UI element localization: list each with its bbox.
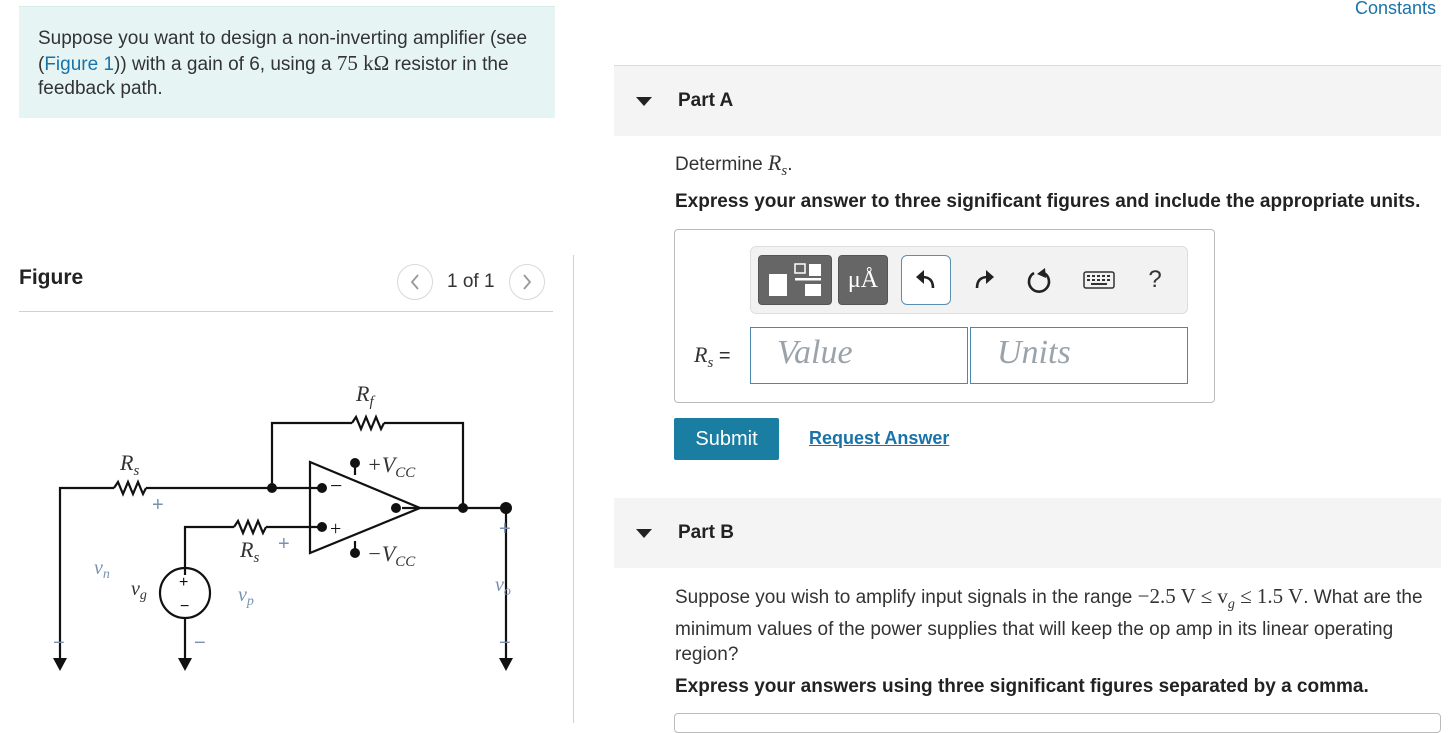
- chevron-right-icon: [521, 273, 533, 291]
- pager-text: 1 of 1: [447, 271, 495, 292]
- vo-label: $v_o$: [495, 574, 511, 599]
- caret-down-icon: [636, 529, 652, 538]
- vcc-neg-label: $-V_{CC}$: [367, 541, 416, 570]
- value-input[interactable]: Value: [750, 327, 968, 384]
- vo-plus: +: [499, 518, 511, 540]
- figure-link[interactable]: Figure 1: [44, 54, 115, 75]
- vg-label: $v_g$: [131, 578, 147, 603]
- rs2-label: $R_s$: [240, 537, 260, 566]
- reset-button[interactable]: [1019, 255, 1059, 305]
- caret-down-icon: [636, 97, 652, 106]
- part-b-answer-box: [674, 713, 1441, 733]
- rf-resistor: [352, 417, 384, 429]
- templates-button[interactable]: [758, 255, 832, 305]
- reset-icon: [1025, 266, 1053, 294]
- keyboard-button[interactable]: [1077, 255, 1121, 305]
- circuit-diagram: [40, 375, 540, 675]
- source-plus: +: [179, 574, 189, 591]
- part-a-question: Determine $R_s$.: [675, 150, 793, 179]
- figure-rule: [19, 311, 553, 312]
- rs1-resistor: [114, 482, 146, 494]
- vn-minus: −: [53, 632, 65, 654]
- units-button[interactable]: μÅ: [838, 255, 888, 305]
- request-answer-link[interactable]: Request Answer: [809, 428, 950, 448]
- rs2-plus: +: [278, 533, 290, 555]
- keyboard-icon: [1083, 270, 1115, 290]
- ground-arrow-left: [53, 658, 67, 671]
- rf-label: $R_f$: [356, 381, 374, 410]
- rs2-resistor: [234, 521, 266, 533]
- svg-text:+: +: [330, 518, 342, 540]
- vn-label: $v_n$: [94, 557, 110, 582]
- vp-minus: −: [194, 632, 206, 654]
- submit-button[interactable]: Submit: [674, 418, 779, 460]
- part-b-instruction: Express your answers using three significant figures separated by a comma.: [675, 676, 1369, 697]
- vcc-pos-label: $+V_{CC}$: [367, 452, 416, 481]
- part-b-question: Suppose you wish to amplify input signals in the range −2.5 $V \le v_g \le 1.5$ V. What are the minimum values of the power supplies that will keep the op amp in its linear operating region?: [675, 584, 1423, 665]
- undo-button[interactable]: [901, 255, 951, 305]
- part-a-label: Part A: [678, 90, 734, 111]
- figure-pager: [397, 264, 545, 300]
- rs-label: $R_s$ =: [694, 342, 731, 371]
- next-figure-button[interactable]: [509, 264, 545, 300]
- ground-arrow-right: [499, 658, 513, 671]
- resistor-value: 75 kΩ: [336, 51, 390, 75]
- chevron-left-icon: [409, 273, 421, 291]
- svg-text:−: −: [330, 473, 343, 498]
- column-divider: [573, 255, 574, 723]
- problem-text-after: resistor in the feedback path.: [38, 54, 509, 99]
- figure-title: Figure: [19, 266, 84, 289]
- problem-text-middle: )) with a gain of 6, using a: [114, 54, 337, 75]
- ground-arrow-mid: [178, 658, 192, 671]
- problem-statement: [19, 6, 555, 118]
- part-a-header[interactable]: [614, 66, 1441, 136]
- part-a-instruction: Express your answer to three significant figures and include the appropriate units.: [675, 191, 1421, 212]
- help-button[interactable]: ?: [1148, 266, 1162, 293]
- math-toolbar: [750, 246, 1188, 314]
- units-input[interactable]: Units: [970, 327, 1188, 384]
- redo-icon: [971, 268, 997, 292]
- source-minus: −: [180, 598, 190, 615]
- constants-link[interactable]: Constants: [1354, 0, 1436, 18]
- undo-icon: [913, 268, 939, 292]
- rs1-label: $R_s$: [120, 450, 140, 479]
- vo-minus: −: [499, 632, 511, 654]
- problem-text-before: Suppose you want to design a non-inverting amplifier (see (: [38, 28, 528, 75]
- vp-label: $v_p$: [238, 584, 254, 609]
- part-b-label: Part B: [678, 522, 734, 543]
- source-wire: [185, 527, 234, 575]
- part-b-header[interactable]: [614, 498, 1441, 568]
- redo-button[interactable]: [964, 255, 1004, 305]
- fraction-template-icon: [765, 260, 825, 300]
- prev-figure-button[interactable]: [397, 264, 433, 300]
- rs1-plus: +: [152, 494, 164, 516]
